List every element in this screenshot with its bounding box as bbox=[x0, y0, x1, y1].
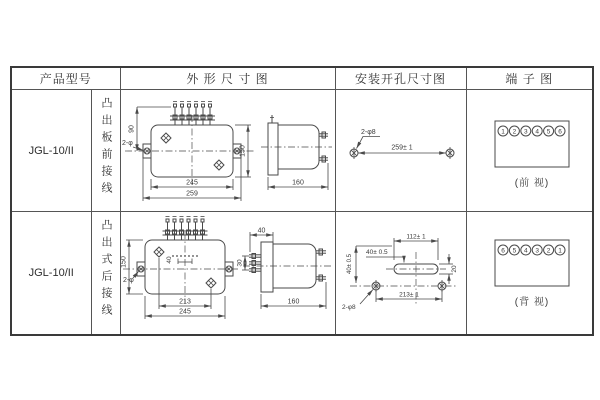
hole-callout: 2-φ8 bbox=[361, 128, 376, 136]
wiring-label: 凸出式后接线 bbox=[100, 219, 112, 322]
terminal-numbers bbox=[498, 126, 565, 136]
dim-259: 259 bbox=[186, 190, 198, 197]
dim-40-front: 40 bbox=[257, 227, 266, 235]
svg-text:3: 3 bbox=[523, 127, 528, 135]
wiring-cell bbox=[91, 90, 120, 212]
mounting-drawing-front bbox=[336, 91, 465, 211]
svg-text:5: 5 bbox=[546, 127, 551, 135]
view-caption: (前 视) bbox=[514, 177, 549, 189]
outline-cell-row2 bbox=[120, 212, 335, 335]
side-view-rear bbox=[237, 228, 333, 310]
dim-40-block: 40 bbox=[166, 256, 174, 264]
wiring-cell bbox=[91, 212, 120, 335]
hole-callout: 2-φ bbox=[123, 277, 134, 285]
terminal-cell-row2 bbox=[466, 212, 593, 335]
terminal-drawing-front bbox=[467, 91, 592, 211]
terminal-cell-row1 bbox=[466, 90, 593, 212]
back-view bbox=[121, 217, 239, 320]
dim-160: 160 bbox=[292, 179, 304, 186]
svg-text:1: 1 bbox=[500, 127, 505, 135]
side-view bbox=[261, 115, 332, 190]
dim-245: 245 bbox=[179, 308, 191, 316]
model-cell bbox=[11, 90, 91, 212]
dim-245: 245 bbox=[186, 179, 198, 186]
table-row-rear-wiring bbox=[11, 212, 593, 335]
mounting-cell-row1 bbox=[335, 90, 466, 212]
dim-150: 150 bbox=[239, 144, 247, 157]
front-view bbox=[122, 101, 255, 201]
dim-30: 30 bbox=[236, 259, 244, 267]
svg-text:4: 4 bbox=[523, 247, 528, 255]
svg-text:3: 3 bbox=[535, 247, 539, 255]
dim-span: 259± 1 bbox=[391, 144, 413, 151]
model-label: JGL-10/II bbox=[28, 266, 74, 279]
dim-offset-inline: 40± 0.5 bbox=[366, 249, 388, 257]
outline-drawing-front bbox=[121, 91, 334, 211]
col-header-outline: 外 形 尺 寸 图 bbox=[120, 67, 335, 90]
svg-text:4: 4 bbox=[535, 127, 539, 135]
spec-table bbox=[10, 66, 594, 336]
dim-90: 90 bbox=[128, 124, 136, 133]
terminal-drawing-rear bbox=[467, 212, 592, 333]
svg-text:6: 6 bbox=[500, 247, 505, 255]
hole-callout: 2-φ8 bbox=[342, 304, 356, 312]
terminal-numbers bbox=[498, 245, 565, 255]
rear-studs bbox=[249, 254, 261, 273]
col-header-model: 产品型号 bbox=[11, 67, 120, 90]
dim-150: 150 bbox=[121, 256, 128, 269]
svg-text:1: 1 bbox=[557, 247, 562, 255]
dim-span: 213± 1 bbox=[399, 291, 419, 299]
col-header-mounting: 安装开孔尺寸图 bbox=[335, 67, 466, 90]
model-cell bbox=[11, 212, 91, 335]
outline-cell-row1 bbox=[120, 90, 335, 212]
hole-callout: 2-φ bbox=[122, 139, 133, 147]
svg-text:6: 6 bbox=[557, 127, 562, 135]
svg-text:5: 5 bbox=[512, 247, 516, 255]
dim-offset-left: 40± 0.5 bbox=[347, 254, 354, 275]
wiring-label: 凸出板前接线 bbox=[100, 97, 112, 199]
table-row-front-wiring bbox=[11, 90, 593, 212]
svg-text:2: 2 bbox=[512, 127, 516, 135]
mounting-cell-row2 bbox=[335, 212, 466, 335]
view-caption: (背 视) bbox=[514, 297, 549, 309]
col-header-terminal: 端 子 图 bbox=[466, 67, 593, 90]
header-row bbox=[11, 67, 593, 90]
dim-slot-length: 112± 1 bbox=[406, 233, 426, 241]
mounting-drawing-rear bbox=[336, 212, 465, 333]
outline-drawing-rear bbox=[121, 212, 334, 333]
dim-160: 160 bbox=[287, 298, 300, 306]
svg-text:2: 2 bbox=[546, 247, 551, 255]
model-label: JGL-10/II bbox=[28, 144, 74, 157]
dim-213: 213 bbox=[179, 298, 191, 306]
dim-slot-height: 20 bbox=[451, 265, 459, 273]
